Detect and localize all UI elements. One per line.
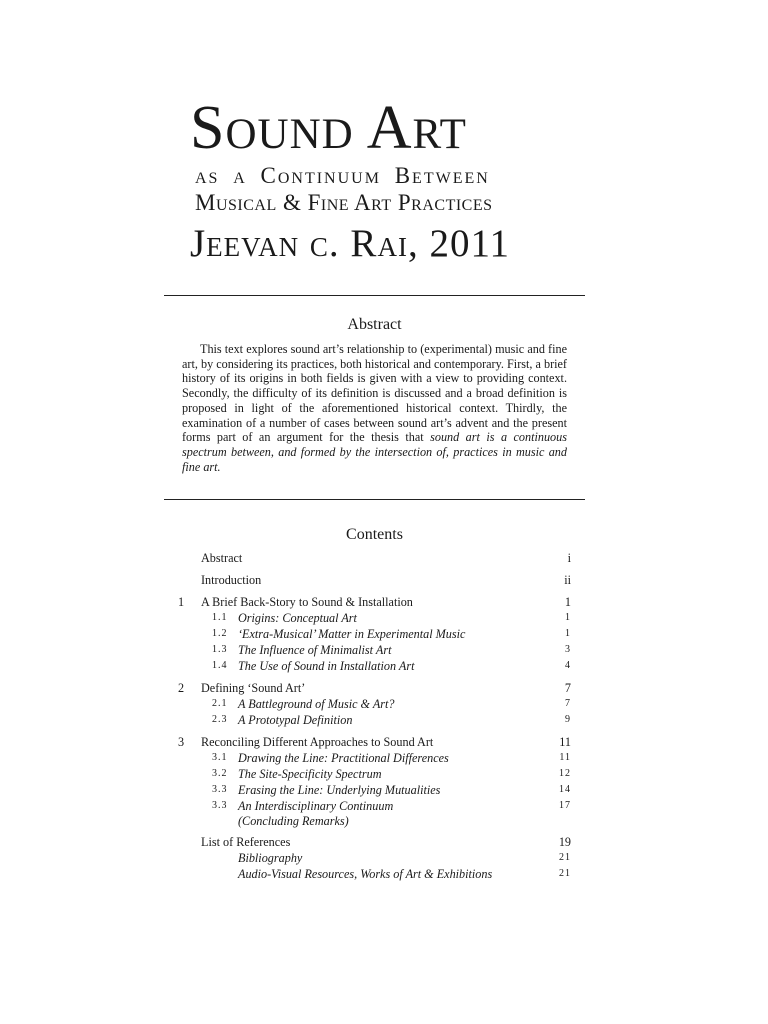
toc-entry-page: 19 <box>558 835 571 849</box>
toc-subentry[interactable] <box>164 712 585 728</box>
toc-subentry[interactable] <box>164 658 585 674</box>
toc-subentry-label: Origins: Conceptual Art <box>238 611 357 625</box>
toc-subentry[interactable] <box>164 642 585 658</box>
toc-subentry[interactable] <box>164 766 585 782</box>
toc-subentry-label: A Battleground of Music & Art? <box>238 697 395 711</box>
abstract-thesis-italic: sound art is a continuous spectrum between, and formed by the intersection of, practices in music and fine art. <box>182 430 567 474</box>
toc-subentry-label: Drawing the Line: Practitional Differences <box>238 751 449 765</box>
toc-entry-label: A Brief Back-Story to Sound & Installation <box>201 595 413 609</box>
toc-entry-number: 2 <box>178 681 185 695</box>
toc-subentry-page: 21 <box>559 868 571 879</box>
divider-top <box>164 295 585 296</box>
toc-subentry-page: 4 <box>565 660 571 671</box>
toc-subentry-page: 21 <box>559 852 571 863</box>
toc-subentry[interactable] <box>164 798 585 828</box>
toc-subentry-page: 17 <box>559 800 571 811</box>
toc-entry[interactable] <box>164 680 585 696</box>
toc-subentry-number: 3.2 <box>212 768 228 779</box>
toc-entry-number: 1 <box>178 595 185 609</box>
divider-bottom <box>164 499 585 500</box>
toc-subentry-page: 9 <box>565 714 571 725</box>
toc-entry-page: ii <box>564 573 571 587</box>
toc-subentry-label: Audio-Visual Resources, Works of Art & Exhibitions <box>238 867 493 881</box>
toc-subentry-number: 3.1 <box>212 752 228 763</box>
toc-subentry-number: 2.3 <box>212 714 228 725</box>
toc-subentry-number: 1.4 <box>212 660 228 671</box>
toc-subentry-page: 14 <box>559 784 571 795</box>
toc-subentry[interactable] <box>164 750 585 766</box>
abstract-text: This text explores sound art’s relationship to (experimental) music and fine art, by considering its practices, both historical and contemporary. First, a brief history of its origins in both fields is given with a view to providing context. Secondly, the difficulty of its definition is discussed and a broad definition is proposed in light of the aforementioned historical context. Thirdly, the examination of a number of cases between sound art’s advent and the present forms part of an argument for the thesis that <box>182 342 567 445</box>
toc-subentry-label: The Site-Specificity Spectrum <box>238 767 382 781</box>
toc-entry-page: 1 <box>564 595 571 609</box>
contents-heading: Contents <box>346 526 403 543</box>
toc-subentry-page: 11 <box>559 752 571 763</box>
toc-entry[interactable] <box>164 594 585 610</box>
toc-entry-page: 11 <box>559 735 571 749</box>
toc-entry-label: Abstract <box>201 551 243 565</box>
toc-subentry[interactable] <box>164 610 585 626</box>
toc-subentry-label: The Use of Sound in Installation Art <box>238 659 415 673</box>
toc-subentry-number: 1.1 <box>212 612 228 623</box>
toc-subentry-page: 1 <box>565 612 571 623</box>
toc-subentry[interactable] <box>164 782 585 798</box>
toc-entry[interactable] <box>164 550 585 566</box>
toc-subentry[interactable] <box>164 626 585 642</box>
toc-entry[interactable] <box>164 834 585 850</box>
toc-entry-label: Reconciling Different Approaches to Sound Art <box>201 735 434 749</box>
toc-subentry-label: Erasing the Line: Underlying Mutualities <box>238 783 441 797</box>
toc-subentry-number: 1.2 <box>212 628 228 639</box>
toc-subentry-label: Bibliography <box>238 851 303 865</box>
toc-subentry-number: 1.3 <box>212 644 228 655</box>
toc-subentry-label: ‘Extra-Musical’ Matter in Experimental Music <box>238 627 466 641</box>
author-line: Jeevan c. Rai, 2011 <box>190 222 510 265</box>
subtitle-line-1: as a Continuum Between <box>195 163 490 188</box>
toc-subentry-label-continued: (Concluding Remarks) <box>238 814 349 828</box>
toc-subentry-page: 12 <box>559 768 571 779</box>
toc-entry-label: Defining ‘Sound Art’ <box>201 681 306 695</box>
toc-subentry-number: 3.3 <box>212 800 228 811</box>
toc-entry[interactable] <box>164 572 585 588</box>
toc-entry[interactable] <box>164 734 585 750</box>
abstract-heading: Abstract <box>347 316 402 333</box>
toc-entry-page: 7 <box>564 681 571 695</box>
toc-subentry-label: An Interdisciplinary Continuum <box>238 799 394 813</box>
toc-subentry-label: The Influence of Minimalist Art <box>238 643 392 657</box>
toc-entry-label: Introduction <box>201 573 262 587</box>
toc-subentry-number: 3.3 <box>212 784 228 795</box>
toc-entry-label: List of References <box>201 835 291 849</box>
toc-entry-number: 3 <box>178 735 185 749</box>
table-of-contents <box>164 550 585 882</box>
toc-entry-page: i <box>567 551 571 565</box>
subtitle-line-2: Musical & Fine Art Practices <box>195 190 493 215</box>
toc-subentry-number: 2.1 <box>212 698 228 709</box>
toc-subentry[interactable] <box>164 850 585 866</box>
abstract-body <box>182 342 567 474</box>
toc-subentry[interactable] <box>164 696 585 712</box>
toc-subentry-label: A Prototypal Definition <box>238 713 353 727</box>
toc-subentry-page: 7 <box>565 698 571 709</box>
toc-subentry-page: 3 <box>565 644 571 655</box>
document-title: Sound Art <box>190 94 467 162</box>
toc-subentry[interactable] <box>164 866 585 882</box>
toc-subentry-page: 1 <box>565 628 571 639</box>
